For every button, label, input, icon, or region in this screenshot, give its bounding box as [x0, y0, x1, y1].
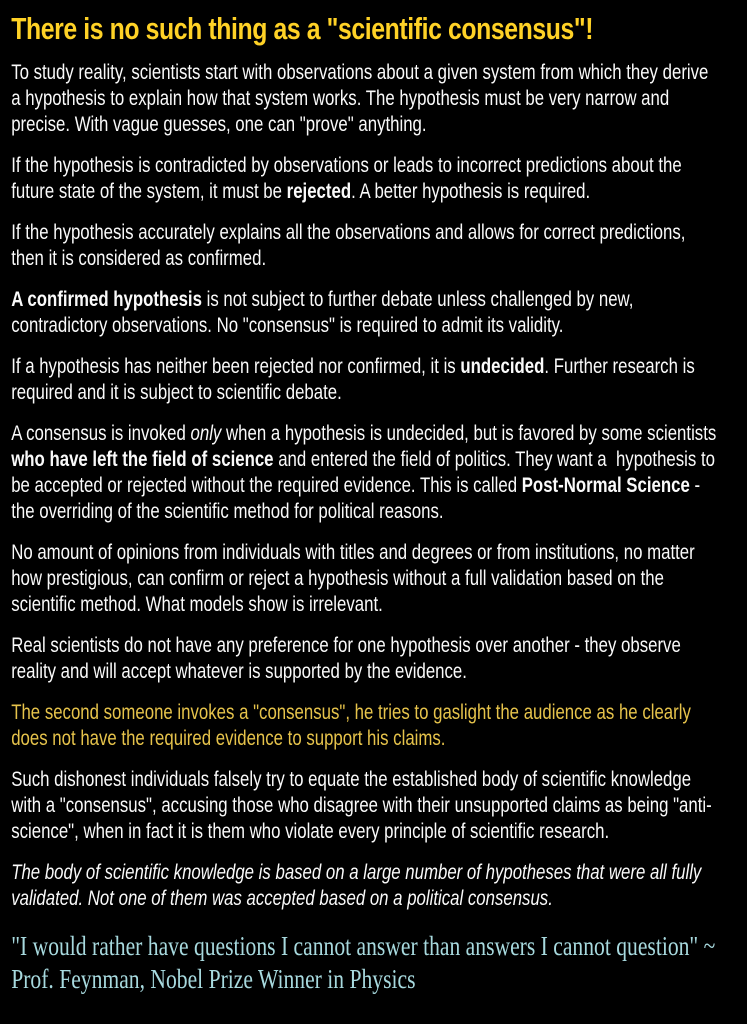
- paragraph-rejected: [11, 153, 717, 205]
- feynman-quote: "I would rather have questions I cannot answer than answers I cannot question" ~ Prof. Feynman, Nobel Prize Winner in Physics: [11, 931, 716, 994]
- poster-title: There is no such thing as a "scientific consensus"!: [11, 11, 594, 46]
- paragraph-confirmed-hypothesis: [11, 287, 717, 339]
- text-segment: A consensus is invoked: [11, 422, 191, 445]
- text-segment: is not subject to further debate unless challenged by new, contradictory observations. No "consensus" is required to admit its validity.: [11, 288, 639, 337]
- paragraph-dishonest: [11, 767, 717, 845]
- text-segment: The body of scientific knowledge is based on a large number of hypotheses that were all fully validated. Not one of them was accepted based on a political consensus.: [11, 861, 707, 910]
- paragraph-gaslight-highlight: [11, 700, 717, 752]
- text-segment: . Further research is required and it is subject to scientific debate.: [11, 355, 700, 404]
- text-segment: If a hypothesis has neither been rejected nor confirmed, it is: [11, 355, 461, 378]
- paragraph-real-scientists: [11, 633, 717, 685]
- text-segment: . A better hypothesis is required.: [351, 180, 591, 203]
- text-segment: Such dishonest individuals falsely try to equate the established body of scientific knowledge with a "consensus", accusing those who disagree with their unsupported claims as being "anti-science", when in fact it is them who violate every principle of scientific research.: [11, 768, 712, 843]
- paragraph-consensus-invoked: [11, 421, 721, 525]
- text-segment: If the hypothesis is contradicted by observations or leads to incorrect predictions about the future state of the system, it must be: [11, 154, 687, 203]
- text-segment-bold: A confirmed hypothesis: [11, 288, 202, 311]
- paragraph-confirmed: [11, 220, 717, 272]
- text-segment: If the hypothesis accurately explains all the observations and allows for correct predictions, then it is considered as confirmed.: [11, 221, 691, 270]
- text-segment: No amount of opinions from individuals with titles and degrees or from institutions, no matter how prestigious, can confirm or reject a hypothesis without a full validation based on the scientific method. What models show is irrelevant.: [11, 541, 700, 616]
- text-segment: To study reality, scientists start with observations about a given system from which they derive a hypothesis to explain how that system works. The hypothesis must be very narrow and precise. With vague guesses, one can "prove" anything.: [11, 61, 714, 136]
- text-segment-italic: only: [190, 422, 222, 445]
- paragraph-undecided: [11, 354, 717, 406]
- text-segment: - the overriding of the scientific method for political reasons.: [11, 474, 705, 523]
- text-segment-bold: undecided: [460, 355, 545, 378]
- paragraph-body-of-knowledge: [11, 860, 717, 912]
- text-segment: The second someone invokes a "consensus", he tries to gaslight the audience as he clearly does not have the required evidence to support his claims.: [11, 701, 696, 750]
- text-segment-bold: who have left the field of science: [11, 448, 274, 471]
- paragraph-opinions: [11, 540, 717, 618]
- text-segment-bold: rejected: [286, 180, 352, 203]
- text-segment: and entered the field of politics. They want a hypothesis to be accepted or rejected without the required evidence. This is called: [11, 448, 720, 497]
- text-segment-bold: Post-Normal Science: [521, 474, 690, 497]
- text-segment: Real scientists do not have any preference for one hypothesis over another - they observe reality and will accept whatever is supported by the evidence.: [11, 634, 686, 683]
- text-segment: when a hypothesis is undecided, but is favored by some scientists: [221, 422, 721, 445]
- paragraph-observations: [11, 60, 717, 138]
